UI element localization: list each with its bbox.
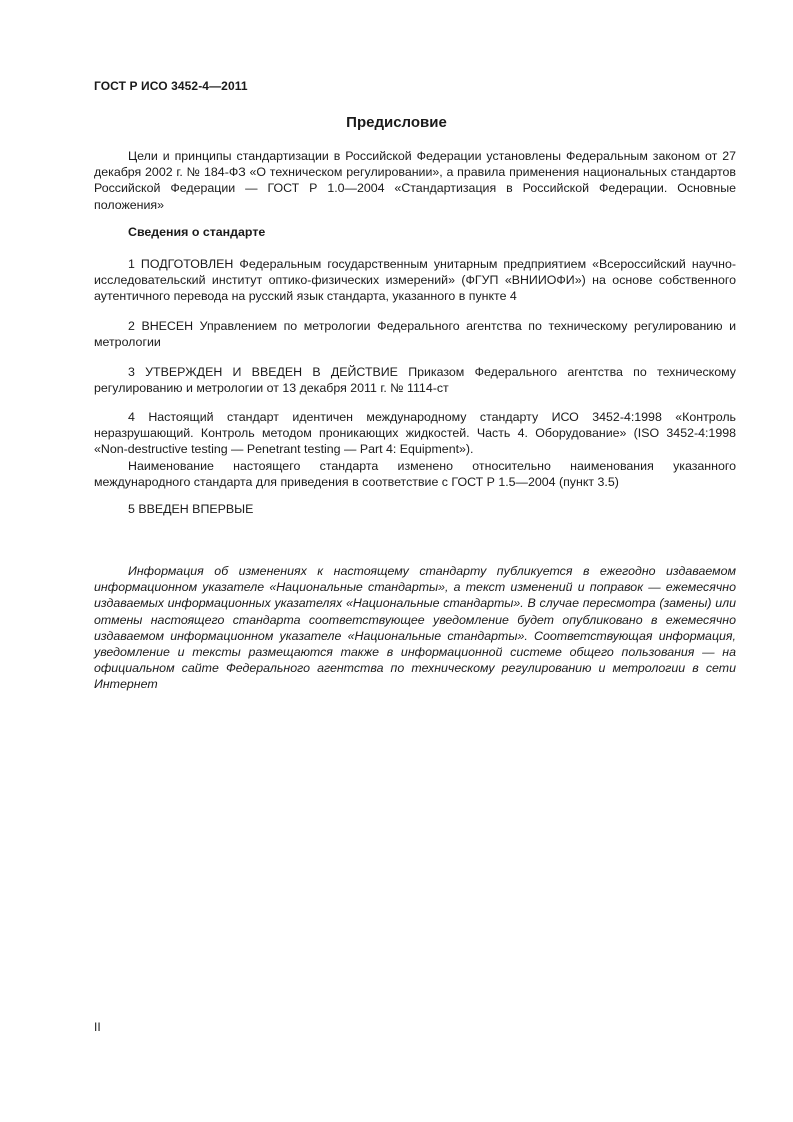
page-title: Предисловие [346,114,447,131]
item-1-text: 1 ПОДГОТОВЛЕН Федеральным государственным унитарным предприятием «Всероссийский научно-исследовательский институт оптико-физических измерений» (ФГУП «ВНИИОФИ») на основе собственного аутентичного перевода на русский язык стандарта, указанного в пункте 4 [94,257,736,304]
info-heading: Сведения о стандарте [128,225,266,239]
document-code: ГОСТ Р ИСО 3452-4—2011 [94,79,248,93]
page-number: II [94,1020,101,1034]
item-5-text: 5 ВВЕДЕН ВПЕРВЫЕ [128,502,254,516]
item-4 [94,409,736,490]
item-2-text: 2 ВНЕСЕН Управлением по метрологии Федерального агентства по техническому регулированию и метрологии [94,319,736,350]
notice-text: Информация об изменениях к настоящему стандарту публикуется в ежегодно издаваемом информационном указателе «Национальные стандарты», а текст изменений и поправок — ежемесячно издаваемых информационных указателях «Национальные стандарты». В случае пересмотра (замены) или отмены настоящего стандарта соответствующее уведомление будет опубликовано в ежемесячно издаваемом информационном указателе «Национальные стандарты». Соответствующая информация, уведомление и тексты размещаются также в информационной системе общего пользования — на официальном сайте Федерального агентства по техническому регулированию и метрологии в сети Интернет [94,564,736,692]
item-3 [94,364,736,396]
item-2 [94,318,736,350]
notice-paragraph [94,563,736,693]
intro-text: Цели и принципы стандартизации в Российской Федерации установлены Федеральным законом от 27 декабря 2002 г. № 184-ФЗ «О техническом регулировании», а правила применения национальных стандартов Российской Федерации — ГОСТ Р 1.0—2004 «Стандартизация в Российской Федерации. Основные положения» [94,149,736,212]
item-5 [94,501,736,517]
item-4-text: 4 Настоящий стандарт идентичен международному стандарту ИСО 3452-4:1998 «Контроль неразрушающий. Контроль методом проникающих жидкостей. Часть 4. Оборудование» (ISO 3452-4:1998 «Non-destructive testing — Penetrant testing — Part 4: Equipment»). [94,410,736,457]
item-4-note: Наименование настоящего стандарта изменено относительно наименования указанного международного стандарта для приведения в соответствие с ГОСТ Р 1.5—2004 (пункт 3.5) [94,458,736,489]
item-3-text: 3 УТВЕРЖДЕН И ВВЕДЕН В ДЕЙСТВИЕ Приказом Федерального агентства по техническому регулированию и метрологии от 13 декабря 2011 г. № 1114-ст [94,365,736,396]
item-1 [94,256,736,305]
intro-paragraph [94,148,736,213]
